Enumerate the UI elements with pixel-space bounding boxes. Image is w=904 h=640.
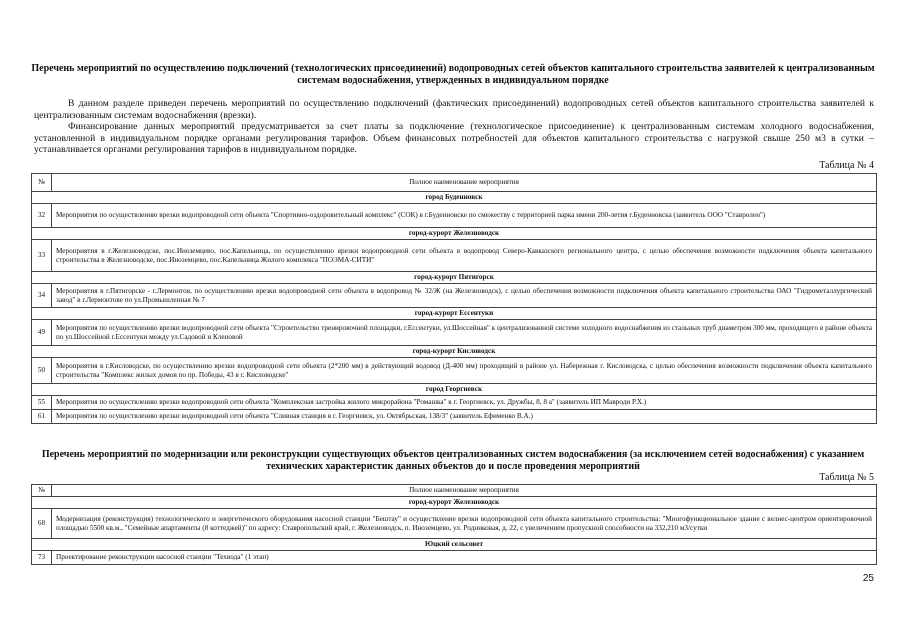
header-num: № bbox=[32, 174, 52, 192]
table-row bbox=[32, 551, 877, 565]
row-number: 33 bbox=[32, 240, 52, 272]
row-text: Мероприятия по осуществлению врезки водопроводной сети объекта "Спортивно-оздоровительный комплекс" (СОК) в г.Буденновске по смежеству с территорией парка имени 200-летия г.Буденновска (заявитель ООО "Ставролен") bbox=[52, 204, 877, 228]
row-number: 55 bbox=[32, 396, 52, 410]
row-number: 32 bbox=[32, 204, 52, 228]
table-5 bbox=[31, 484, 877, 565]
table-row bbox=[32, 204, 877, 228]
table-section-row bbox=[32, 384, 877, 396]
intro-paragraph-2: Финансирование данных мероприятий предусматривается за счет платы за подключение (технологическое присоединение) к централизованным системам холодного водоснабжения, установленной в индивидуальном порядке органами регулирования тарифов. Объем финансовых потребностей для объектов капитального строительства с нагрузкой свыше 250 м3 в сутки – устанавливается органами регулирования тарифов в индивидуальном порядке. bbox=[34, 121, 874, 156]
table-4-caption: Таблица № 4 bbox=[819, 160, 874, 171]
section-pyatigorsk: город-курорт Пятигорск bbox=[32, 272, 877, 284]
row-text: Модернизация (реконструкция) технологического и энергетического оборудования насосной станции "Бештау" и осуществление врезки водопроводной сети объекта капитального строительства: "Многофункциональное здание с велнес-центром ориентировочной площадью 5500 кв.м., "Семейные апартаменты (8 коттеджей)" по адресу: Ставропольский край, г. Железноводск, п. Иноземцево, ул. Родниковая, д. 22, с увеличением пропускной способности на 332,210 м3/сутки bbox=[52, 509, 877, 539]
row-number: 49 bbox=[32, 320, 52, 346]
intro-text bbox=[34, 98, 874, 156]
table-row bbox=[32, 358, 877, 384]
table-section-row bbox=[32, 346, 877, 358]
row-text: Мероприятия в г.Кисловодске, по осуществлению врезки водопроводной сети объекта (2*200 мм) в действующий водовод (Д-400 мм) проходящий в районе ул. Набережная г. Кисловодска, с целью обеспечения возможности подключения объекта капитального строительства "Комплекс жилых домов по пр. Победы, 43 в г. Кисловодске" bbox=[52, 358, 877, 384]
row-number: 50 bbox=[32, 358, 52, 384]
table-section-row bbox=[32, 272, 877, 284]
table-5-caption: Таблица № 5 bbox=[819, 472, 874, 483]
section-title-modernization: Перечень мероприятий по модернизации или реконструкции существующих объектов централизованных систем водоснабжения (за исключением сетей водоснабжения) с указанием технических характеристик данных объектов до и после проведения мероприятий bbox=[41, 449, 865, 472]
table-4 bbox=[31, 173, 877, 424]
row-text: Мероприятия по осуществлению врезки водопроводной сети объекта "Комплексная застройка жилого микрорайона "Ромашка" в г. Георгиевск, ул. Дружбы, 8, 8 а" (заявитель ИП Мавроди Р.Х.) bbox=[52, 396, 877, 410]
table-header-row bbox=[32, 174, 877, 192]
table-section-row bbox=[32, 192, 877, 204]
table-section-row bbox=[32, 539, 877, 551]
table-header-row bbox=[32, 485, 877, 497]
row-number: 68 bbox=[32, 509, 52, 539]
table-row bbox=[32, 410, 877, 424]
table-section-row bbox=[32, 228, 877, 240]
section-yutsky: Юцкий сельсовет bbox=[32, 539, 877, 551]
section-title-connections: Перечень мероприятий по осуществлению подключений (технологических присоединений) водопроводных сетей объектов капитального строительства заявителей к централизованным системам водоснабжения, утвержденных в индивидуальном порядке bbox=[31, 63, 875, 86]
table-row bbox=[32, 284, 877, 308]
row-text: Проектирование реконструкции насосной станции "Техвода" (1 этап) bbox=[52, 551, 877, 565]
header-name: Полное наименование мероприятия bbox=[52, 174, 877, 192]
table-row bbox=[32, 320, 877, 346]
intro-paragraph-1: В данном разделе приведен перечень мероприятий по осуществлению подключений (фактических присоединений) водопроводных сетей объектов капитального строительства заявителей к централизованным системам водоснабжения (врезки). bbox=[34, 98, 874, 121]
section-zheleznovodsk: город-курорт Железноводск bbox=[32, 497, 877, 509]
table-section-row bbox=[32, 497, 877, 509]
row-number: 61 bbox=[32, 410, 52, 424]
row-text: Мероприятия по осуществлению врезки водопроводной сети объекта "Сливная станция в г. Георгиевск, ул. Октябрьская, 138/3" (заявитель Ефименко В.А.) bbox=[52, 410, 877, 424]
table-row bbox=[32, 396, 877, 410]
table-row bbox=[32, 509, 877, 539]
row-text: Мероприятия в г.Железноводске, пос.Иноземцево, пос.Капельница, по осуществлению врезки водопроводной сети объекта в водопровод Северо-Кавказского регионального центра, с целью обеспечения возможности подключения объекта капитального строительства в Железноводске, пос.Иноземцево, пос.Капельница Жилого комплекса "ПОЭМА-СИТИ" bbox=[52, 240, 877, 272]
table-row bbox=[32, 240, 877, 272]
header-num: № bbox=[32, 485, 52, 497]
section-essentuki: город-курорт Ессентуки bbox=[32, 308, 877, 320]
section-kislovodsk: город-курорт Кисловодск bbox=[32, 346, 877, 358]
table-section-row bbox=[32, 308, 877, 320]
header-name: Полное наименование мероприятия bbox=[52, 485, 877, 497]
row-number: 34 bbox=[32, 284, 52, 308]
row-number: 73 bbox=[32, 551, 52, 565]
row-text: Мероприятия в г.Пятигорске - г.Лермонтов, по осуществлению врезки водопроводной сети объекта в водопровод № 32/Ж (на Железноводск), с целью обеспечения возможности подключения объекта капитального строительства ОАО "Гидрометаллургический завод" в г.Лермонтове по ул.Промышленная № 7 bbox=[52, 284, 877, 308]
section-budennovsk: город Буденновск bbox=[32, 192, 877, 204]
row-text: Мероприятия по осуществлению врезки водопроводной сети объекта "Строительство тренировочной площадки, г.Ессентуки, ул.Шоссейная" к централизованной системе холодного водоснабжения из стальных труб диаметром 300 мм, проходящего в районе объекта по ул.Шоссейной г.Ессентуки между ул.Садовой и Кленовой bbox=[52, 320, 877, 346]
page-number: 25 bbox=[862, 573, 874, 584]
section-georgievsk: город Георгиевск bbox=[32, 384, 877, 396]
section-zheleznovodsk: город-курорт Железноводск bbox=[32, 228, 877, 240]
